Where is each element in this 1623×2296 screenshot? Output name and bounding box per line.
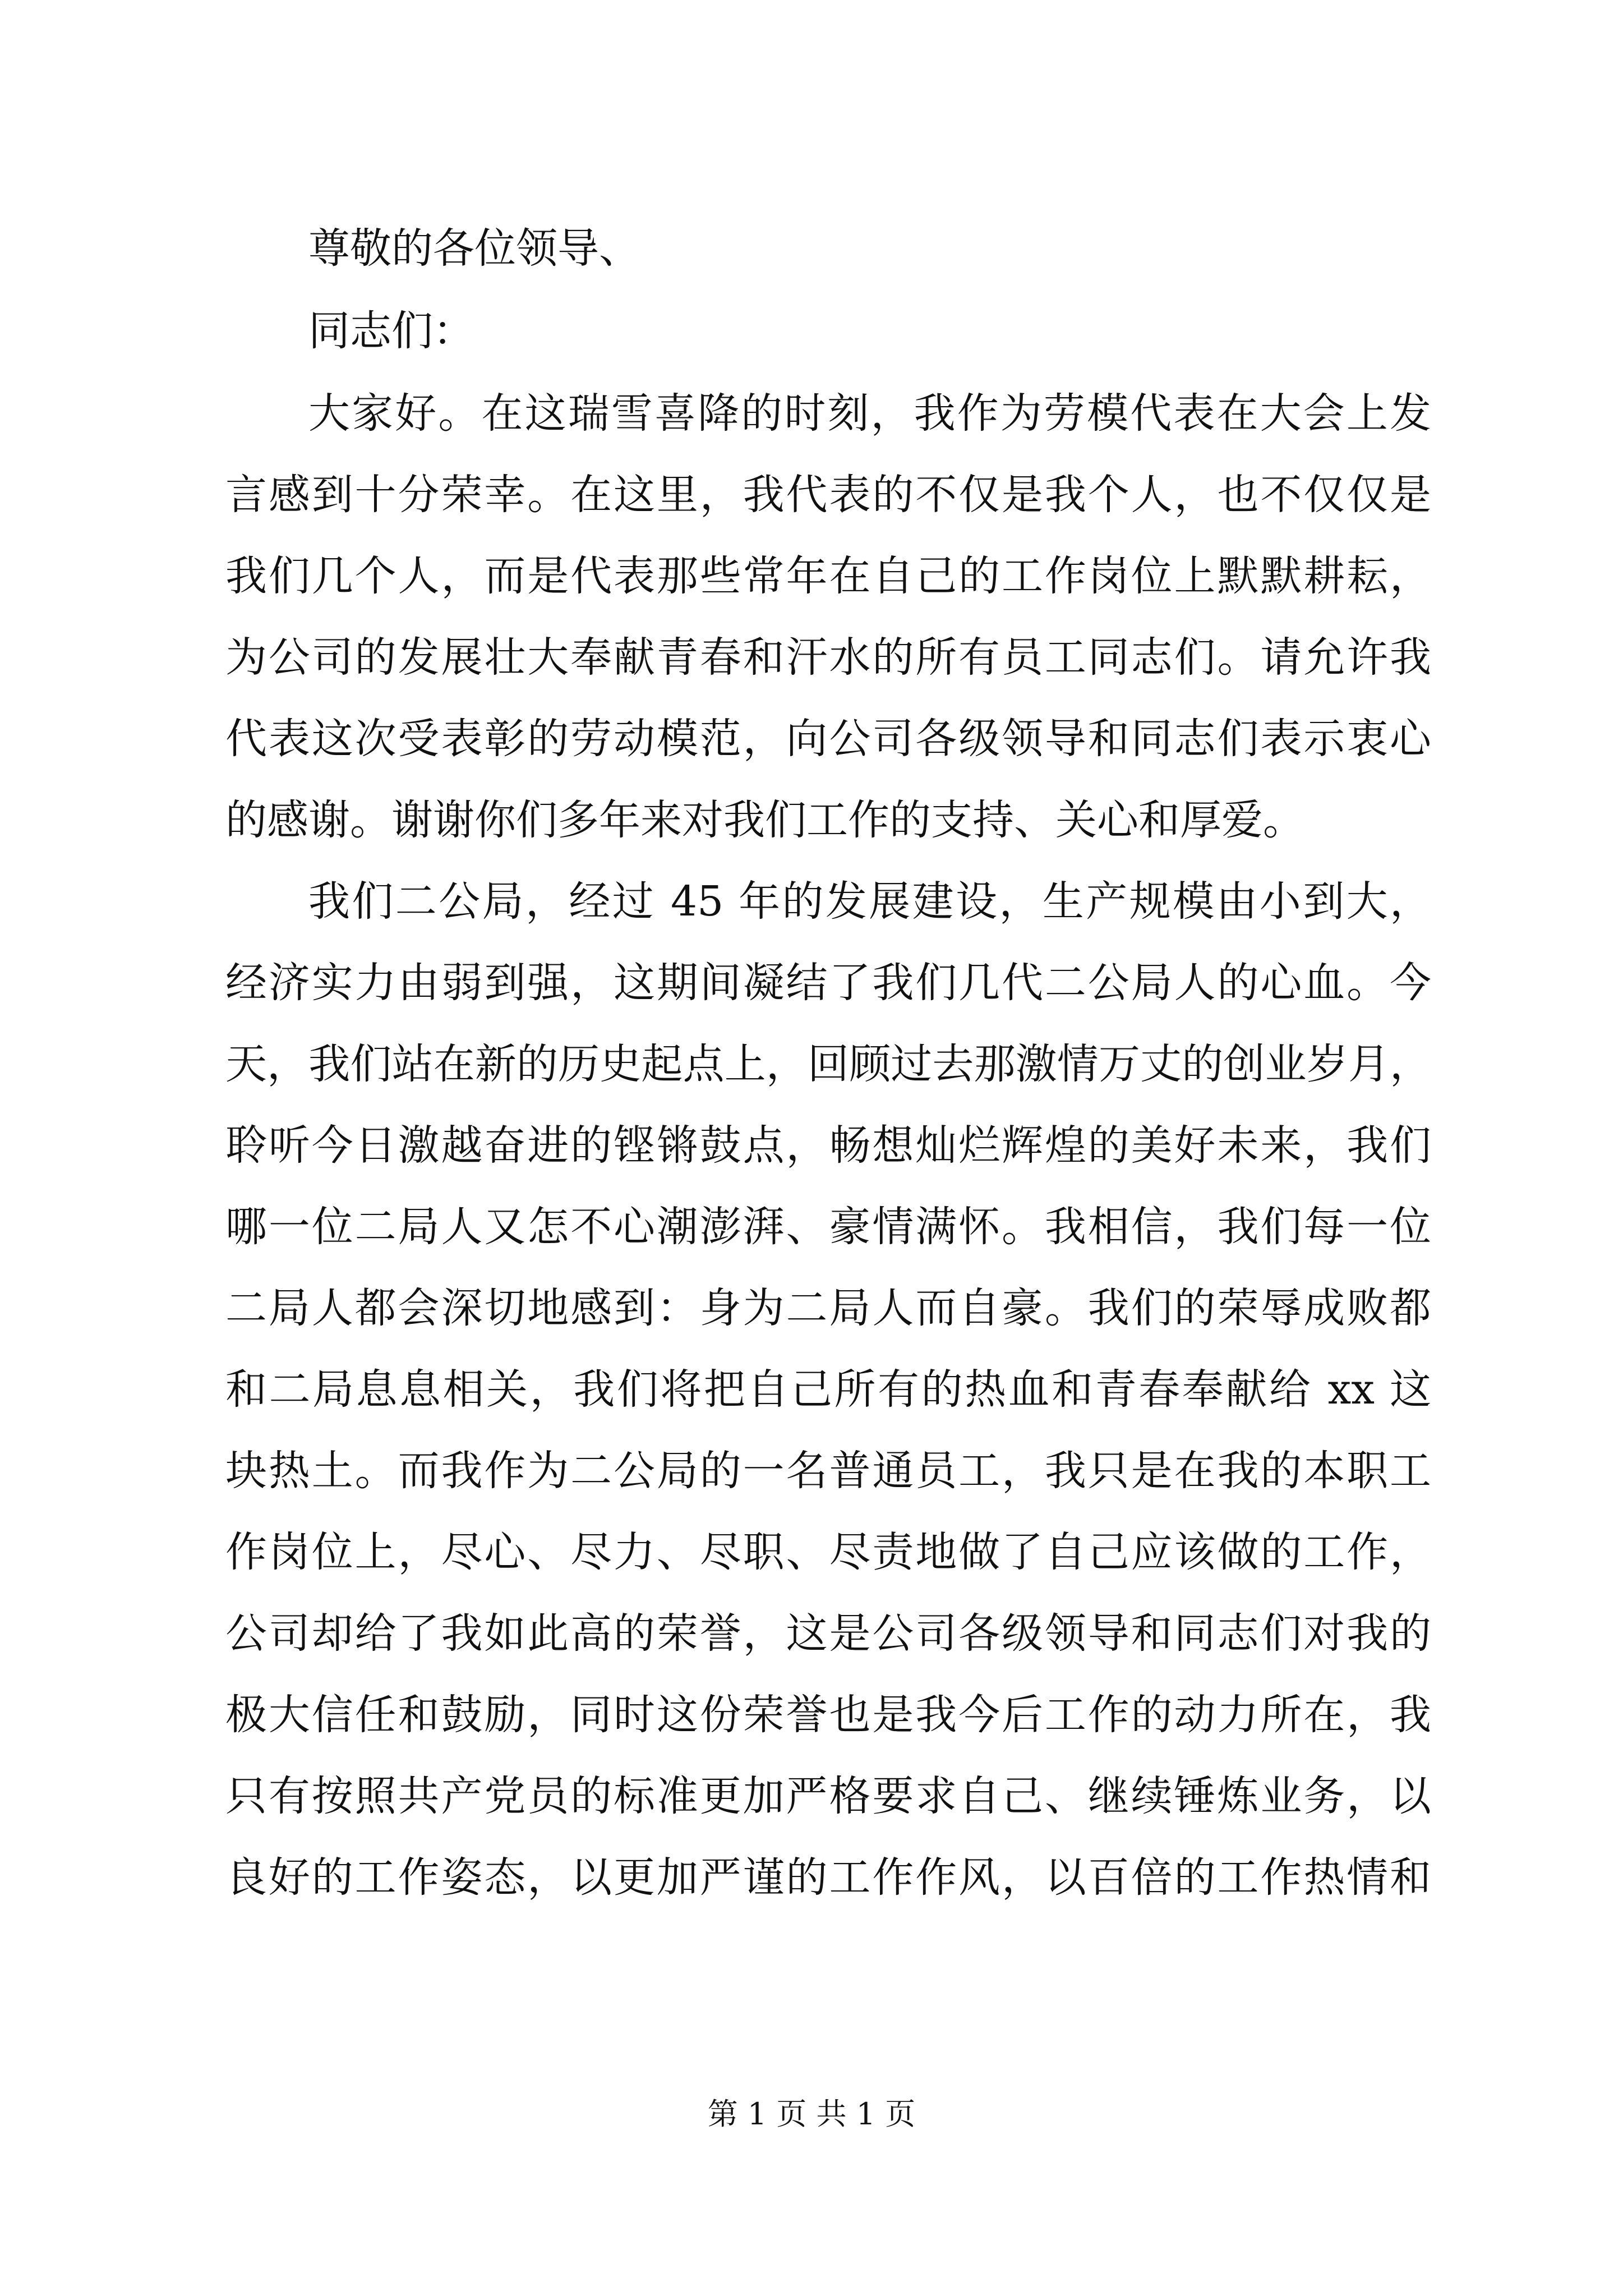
paragraph-2-line-11: 极大信任和鼓励，同时这份荣誉也是我今后工作的动力所在，我 — [225, 1691, 1431, 1739]
paragraph-2-line-12: 只有按照共产党员的标准更加严格要求自己、继续锤炼业务，以 — [225, 1772, 1431, 1820]
paragraph-1-line-4: 为公司的发展壮大奉献青春和汗水的所有员工同志们。请允许我 — [225, 633, 1431, 682]
paragraph-2-line-4: 聆听今日激越奋进的铿锵鼓点，畅想灿烂辉煌的美好未来，我们 — [225, 1121, 1431, 1170]
paragraph-1-line-3: 我们几个人，而是代表那些常年在自己的工作岗位上默默耕耘， — [225, 552, 1431, 600]
paragraph-1-line-1: 大家好。在这瑞雪喜降的时刻，我作为劳模代表在大会上发 — [308, 389, 1431, 438]
paragraph-2-line-13: 良好的工作姿态，以更加严谨的工作作风，以百倍的工作热情和 — [225, 1853, 1431, 1902]
salutation-line-2: 同志们： — [308, 307, 474, 355]
paragraph-2-line-2: 经济实力由弱到强，这期间凝结了我们几代二公局人的心血。今 — [225, 959, 1431, 1007]
paragraph-1-line-2: 言感到十分荣幸。在这里，我代表的不仅是我个人，也不仅仅是 — [225, 471, 1431, 519]
paragraph-1-line-6: 的感谢。谢谢你们多年来对我们工作的支持、关心和厚爱。 — [225, 796, 1304, 844]
paragraph-2-line-7: 和二局息息相关，我们将把自己所有的热血和青春奉献给 xx 这 — [225, 1365, 1431, 1414]
page-number-footer: 第 1 页 共 1 页 — [707, 2096, 916, 2132]
paragraph-1-line-5: 代表这次受表彰的劳动模范，向公司各级领导和同志们表示衷心 — [225, 715, 1431, 763]
paragraph-2-line-1: 我们二公局，经过 45 年的发展建设，生产规模由小到大， — [308, 877, 1431, 926]
salutation-line-1: 尊敬的各位领导、 — [308, 224, 640, 273]
paragraph-2-line-6: 二局人都会深切地感到：身为二局人而自豪。我们的荣辱成败都 — [225, 1284, 1431, 1332]
paragraph-2-line-8: 块热土。而我作为二公局的一名普通员工，我只是在我的本职工 — [225, 1447, 1431, 1495]
paragraph-2-line-9: 作岗位上，尽心、尽力、尽职、尽责地做了自己应该做的工作， — [225, 1528, 1431, 1576]
paragraph-2-line-5: 哪一位二局人又怎不心潮澎湃、豪情满怀。我相信，我们每一位 — [225, 1203, 1431, 1251]
paragraph-2-line-10: 公司却给了我如此高的荣誉，这是公司各级领导和同志们对我的 — [225, 1609, 1431, 1658]
paragraph-2-line-3: 天，我们站在新的历史起点上，回顾过去那激情万丈的创业岁月， — [225, 1040, 1431, 1088]
